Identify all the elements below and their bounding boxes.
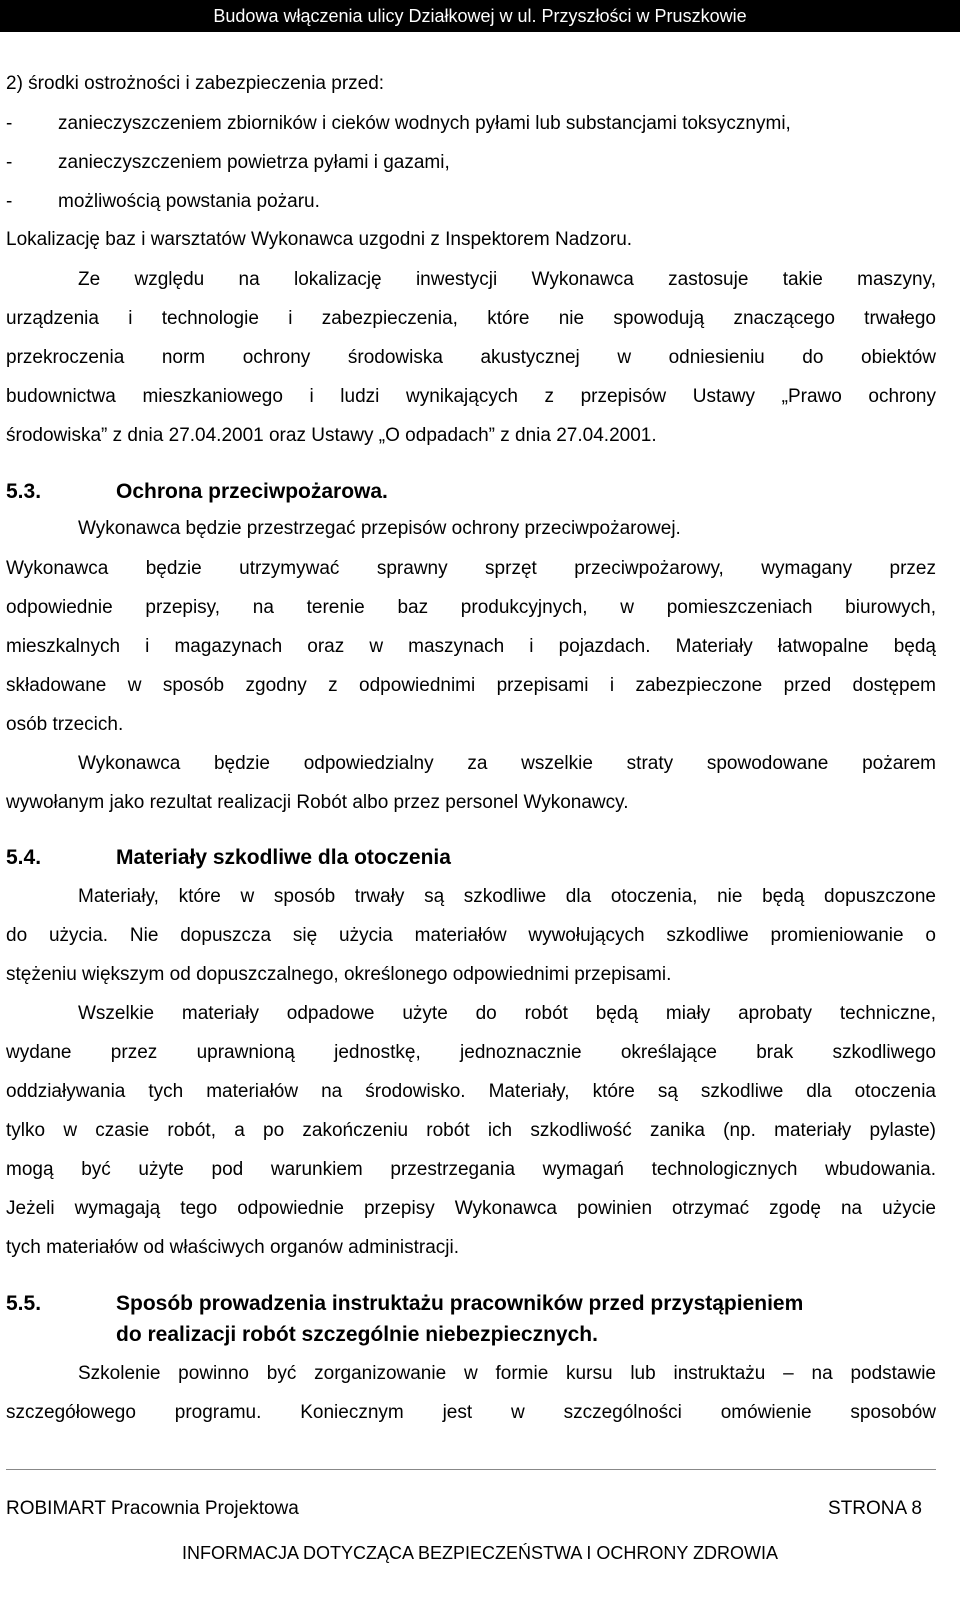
section-heading-continuation: do realizacji robót szczególnie niebezpiecznych. (116, 1323, 598, 1346)
paragraph-line: wywołanym jako rezultat realizacji Robót albo przez personel Wykonawcy. (6, 792, 629, 813)
list-item: - zanieczyszczeniem powietrza pyłami i gazami, (6, 152, 450, 173)
paragraph-line: Wszelkie materiały odpadowe użyte do robót będą miały aprobaty techniczne, (78, 1003, 936, 1024)
paragraph-line: przekroczenia norm ochrony środowiska akustycznej w odniesieniu do obiektów (6, 347, 936, 368)
paragraph-line: środowiska” z dnia 27.04.2001 oraz Ustawy „O odpadach” z dnia 27.04.2001. (6, 425, 657, 446)
paragraph-line: szczegółowego programu. Koniecznym jest w szczególności omówienie sposobów (6, 1402, 936, 1423)
footer-company: ROBIMART Pracownia Projektowa (6, 1498, 299, 1519)
section-heading: 5.3. Ochrona przeciwpożarowa. (6, 480, 388, 503)
paragraph-line: tych materiałów od właściwych organów administracji. (6, 1237, 460, 1258)
paragraph-line: urządzenia i technologie i zabezpieczenia, które nie spowodują znaczącego trwałego (6, 308, 936, 329)
footer-document-title: INFORMACJA DOTYCZĄCA BEZPIECZEŃSTWA I OCHRONY ZDROWIA (181, 1543, 779, 1563)
list-heading: 2) środki ostrożności i zabezpieczenia przed: (6, 73, 385, 94)
paragraph-line: Materiały, które w sposób trwały są szkodliwe dla otoczenia, nie będą dopuszczone (78, 886, 936, 907)
footer-divider (6, 1469, 936, 1470)
paragraph-line: Ze względu na lokalizację inwestycji Wykonawca zastosuje takie maszyny, (78, 269, 936, 290)
paragraph-line: Wykonawca będzie przestrzegać przepisów ochrony przeciwpożarowej. (78, 518, 681, 539)
section-heading: 5.5. Sposób prowadzenia instruktażu pracowników przed przystąpieniem (6, 1292, 804, 1315)
paragraph-line: składowane w sposób zgodny z odpowiednimi przepisami i zabezpieczone przed dostępem (6, 675, 936, 696)
paragraph-line: Wykonawca będzie utrzymywać sprawny sprzęt przeciwpożarowy, wymagany przez (6, 558, 936, 579)
paragraph-line: mieszkalnych i magazynach oraz w maszynach i pojazdach. Materiały łatwopalne będą (6, 636, 936, 657)
paragraph-line: do użycia. Nie dopuszcza się użycia materiałów wywołujących szkodliwe promieniowanie o (6, 925, 936, 946)
list-item: - zanieczyszczeniem zbiorników i cieków wodnych pyłami lub substancjami toksycznymi, (6, 113, 791, 134)
section-heading: 5.4. Materiały szkodliwe dla otoczenia (6, 846, 451, 869)
paragraph-line: budownictwa mieszkaniowego i ludzi wynikających z przepisów Ustawy „Prawo ochrony (6, 386, 936, 407)
paragraph-line: wydane przez uprawnioną jednostkę, jednoznacznie określające brak szkodliwego (6, 1042, 936, 1063)
paragraph-line: oddziaływania tych materiałów na środowisko. Materiały, które są szkodliwe dla otoczenia (6, 1081, 936, 1102)
paragraph-line: Lokalizację baz i warsztatów Wykonawca uzgodni z Inspektorem Nadzoru. (6, 229, 633, 250)
paragraph-line: mogą być użyte pod warunkiem przestrzegania wymagań technologicznych wbudowania. (6, 1159, 936, 1180)
paragraph-line: Jeżeli wymagają tego odpowiednie przepisy Wykonawca powinien otrzymać zgodę na użycie (6, 1198, 936, 1219)
running-header: Budowa włączenia ulicy Działkowej w ul. Przyszłości w Pruszkowie (0, 0, 960, 32)
paragraph-line: Wykonawca będzie odpowiedzialny za wszelkie straty spowodowane pożarem (78, 753, 936, 774)
list-item: - możliwością powstania pożaru. (6, 191, 320, 212)
paragraph-line: Szkolenie powinno być zorganizowanie w formie kursu lub instruktażu – na podstawie (78, 1363, 936, 1384)
page-number: STRONA 8 (828, 1498, 922, 1519)
paragraph-line: odpowiednie przepisy, na terenie baz produkcyjnych, w pomieszczeniach biurowych, (6, 597, 936, 618)
paragraph-line: osób trzecich. (6, 714, 124, 735)
paragraph-line: tylko w czasie robót, a po zakończeniu robót ich szkodliwość zanika (np. materiały pylaste) (6, 1120, 936, 1141)
paragraph-line: stężeniu większym od dopuszczalnego, określonego odpowiednimi przepisami. (6, 964, 672, 985)
